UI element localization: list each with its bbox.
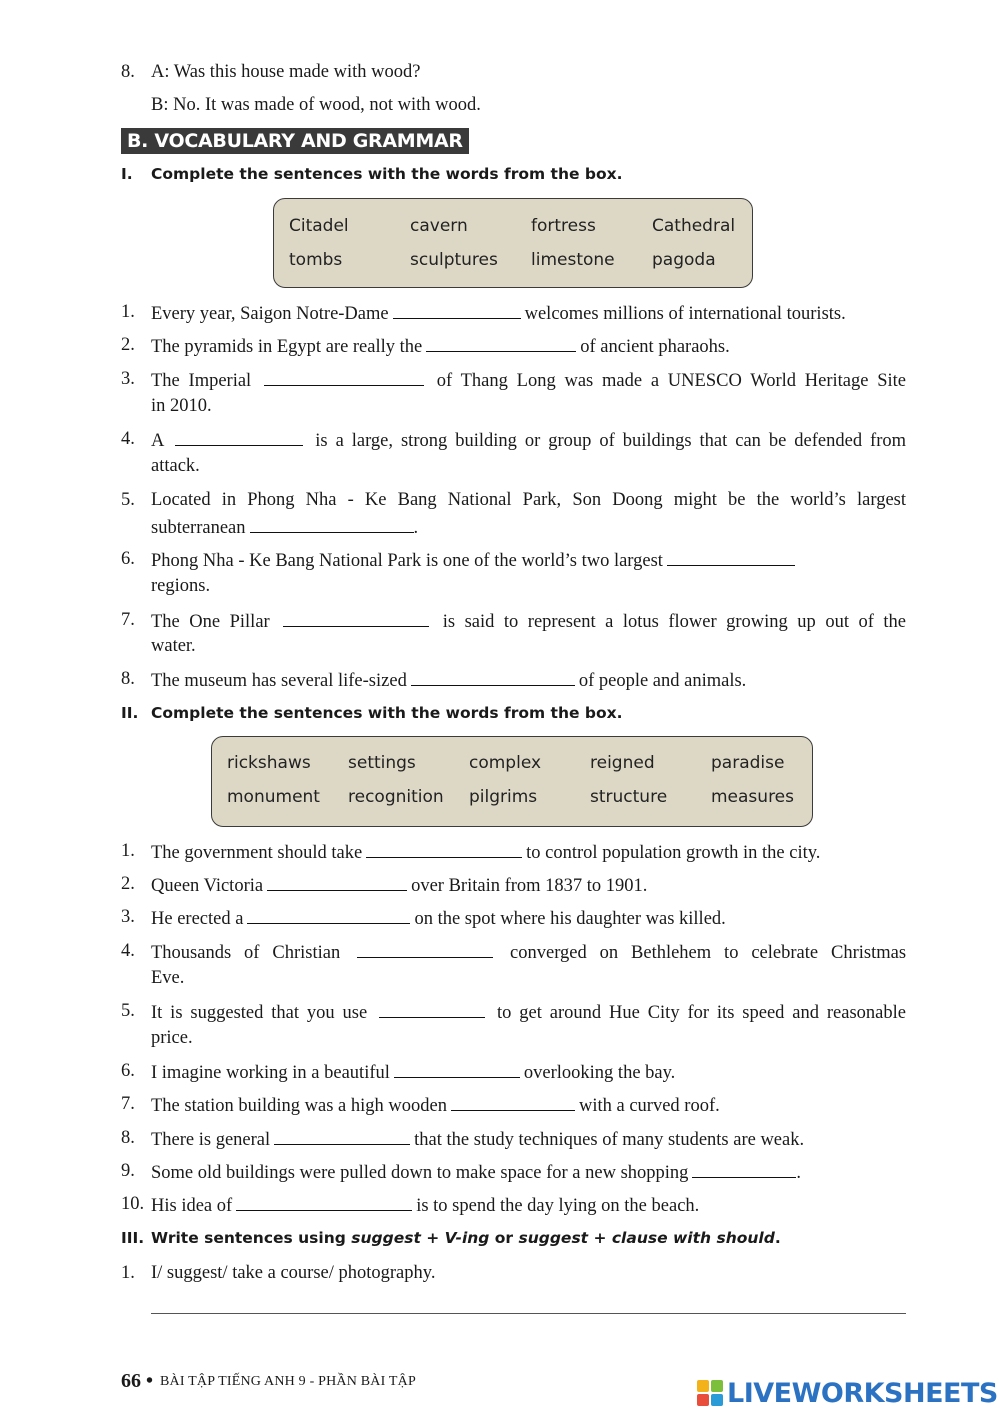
item-number: 2.	[121, 335, 135, 355]
answer-blank[interactable]	[366, 840, 522, 858]
answer-blank[interactable]	[264, 368, 424, 386]
answer-blank[interactable]	[267, 873, 407, 891]
item-number: 3.	[121, 369, 135, 389]
p2-item-3	[151, 906, 726, 930]
sentence-text: .	[413, 518, 419, 538]
word-box-item: fortress	[531, 216, 596, 236]
p1-item-4	[151, 428, 906, 452]
liveworksheets-logo	[697, 1378, 998, 1408]
sentence-text: welcomes millions of international tourists.	[524, 304, 846, 324]
logo-text: LIVEWORKSHEETS	[727, 1377, 998, 1409]
part3-heading	[121, 1229, 781, 1247]
sentence-text: Located in Phong Nha - Ke Bang National Park, Son Doong might be the world’s largest	[151, 490, 906, 510]
sentence-text: The Imperial	[151, 371, 252, 391]
sentence-text: overlooking the bay.	[523, 1063, 676, 1083]
sentence-text: Some old buildings were pulled down to make space for a new shopping	[151, 1163, 689, 1183]
answer-blank[interactable]	[379, 1000, 485, 1018]
item-number: 1.	[121, 302, 135, 322]
word-box-item: settings	[348, 753, 416, 773]
sentence-text: Thousands of Christian	[151, 943, 341, 963]
book-title: BÀI TẬP TIẾNG ANH 9 - PHẦN BÀI TẬP	[160, 1374, 416, 1389]
part2-word-box	[211, 736, 813, 827]
word-box-item: limestone	[531, 250, 615, 270]
item-number: 2.	[121, 874, 135, 894]
answer-blank[interactable]	[692, 1160, 796, 1178]
part3-title-text: .	[774, 1229, 781, 1247]
intro-line-a: A: Was this house made with wood?	[151, 62, 421, 82]
sentence-text: The museum has several life-sized	[151, 671, 407, 691]
part3-title-emphasis: suggest + V-ing	[351, 1229, 490, 1247]
p2-item-8	[151, 1127, 804, 1151]
p3-item-1: I/ suggest/ take a course/ photography.	[151, 1263, 436, 1283]
part1-title: Complete the sentences with the words from the box.	[151, 165, 623, 183]
sentence-text: Every year, Saigon Notre-Dame	[151, 304, 389, 324]
item-number: 1.	[121, 1263, 135, 1283]
item-number: 8.	[121, 1128, 135, 1148]
page-number: 66 •	[121, 1370, 154, 1392]
item-number: 3.	[121, 907, 135, 927]
part1-roman: I.	[121, 165, 133, 183]
p2-item-1	[151, 840, 820, 864]
word-box-item: pagoda	[652, 250, 716, 270]
intro-number: 8.	[121, 62, 135, 82]
p1-item-7	[151, 609, 906, 633]
part2-title: Complete the sentences with the words from the box.	[151, 704, 623, 722]
answer-blank[interactable]	[393, 301, 521, 319]
p2-item-5	[151, 1000, 906, 1024]
item-number: 8.	[121, 669, 135, 689]
item-number: 9.	[121, 1161, 135, 1181]
sentence-text: of ancient pharaohs.	[580, 337, 730, 357]
item-number: 4.	[121, 941, 135, 961]
sentence-text: to get around Hue City for its speed and reasonable	[496, 1003, 906, 1023]
p2-item-9	[151, 1160, 801, 1184]
p1-item-3-cont: in 2010.	[151, 396, 212, 416]
word-box-item: complex	[469, 753, 542, 773]
answer-blank[interactable]	[667, 548, 795, 566]
item-number: 7.	[121, 610, 135, 630]
part1-heading	[121, 165, 623, 183]
word-box-item: recognition	[348, 787, 444, 807]
item-number: 5.	[121, 1001, 135, 1021]
sentence-text: His idea of	[151, 1196, 233, 1216]
item-number: 6.	[121, 549, 135, 569]
word-box-item: tombs	[289, 250, 343, 270]
answer-blank[interactable]	[283, 609, 429, 627]
p1-item-6	[151, 548, 799, 572]
sentence-text: The One Pillar	[151, 612, 270, 632]
sentence-text: is a large, strong building or group of buildings that can be defended from	[315, 431, 907, 451]
answer-blank[interactable]	[247, 906, 410, 924]
answer-blank[interactable]	[250, 515, 414, 533]
p1-item-6-cont: regions.	[151, 576, 211, 596]
sentence-text: The government should take	[151, 843, 363, 863]
sentence-text: He erected a	[151, 909, 244, 929]
item-number: 7.	[121, 1094, 135, 1114]
word-box-item: Cathedral	[652, 216, 736, 236]
sentence-text: on the spot where his daughter was killed.	[414, 909, 726, 929]
logo-tiles-icon	[697, 1380, 723, 1406]
sentence-text: I imagine working in a beautiful	[151, 1063, 390, 1083]
p1-item-4-cont: attack.	[151, 456, 200, 476]
sentence-text: with a curved roof.	[578, 1096, 720, 1116]
answer-blank[interactable]	[451, 1093, 575, 1111]
intro-line-b: B: No. It was made of wood, not with wood.	[151, 95, 481, 115]
item-number: 1.	[121, 841, 135, 861]
p2-item-5-cont: price.	[151, 1028, 193, 1048]
p1-item-2	[151, 334, 730, 358]
answer-blank[interactable]	[274, 1127, 410, 1145]
item-number: 5.	[121, 490, 135, 510]
word-box-item: measures	[711, 787, 794, 807]
answer-blank[interactable]	[411, 668, 575, 686]
sentence-text: of Thang Long was made a UNESCO World Heritage Site	[436, 371, 907, 391]
p1-item-1	[151, 301, 846, 325]
p1-item-5-cont	[151, 515, 418, 539]
sentence-text: There is general	[151, 1130, 271, 1150]
part3-roman: III.	[121, 1229, 145, 1247]
word-box-item: monument	[227, 787, 320, 807]
p2-item-7	[151, 1093, 720, 1117]
item-number: 4.	[121, 429, 135, 449]
p1-item-8	[151, 668, 746, 692]
word-box-item: sculptures	[410, 250, 498, 270]
answer-blank[interactable]	[175, 428, 303, 446]
part2-heading	[121, 704, 623, 722]
part2-roman: II.	[121, 704, 139, 722]
item-number: 6.	[121, 1061, 135, 1081]
answer-blank[interactable]	[394, 1060, 520, 1078]
sentence-text: converged on Bethlehem to celebrate Christmas	[510, 943, 907, 963]
sentence-text: The station building was a high wooden	[151, 1096, 447, 1116]
p2-item-4	[151, 940, 906, 964]
word-box-item: structure	[590, 787, 668, 807]
word-box-item: pilgrims	[469, 787, 538, 807]
p2-item-10	[151, 1193, 699, 1217]
sentence-text: Queen Victoria	[151, 876, 264, 896]
sentence-text: of people and animals.	[578, 671, 747, 691]
word-box-item: Citadel	[289, 216, 349, 236]
answer-blank[interactable]	[426, 334, 576, 352]
p2-item-6	[151, 1060, 675, 1084]
part3-title-text: Write sentences using	[151, 1229, 352, 1247]
p2-item-4-cont: Eve.	[151, 968, 185, 988]
section-title: B. VOCABULARY AND GRAMMAR	[121, 128, 469, 154]
part3-title-emphasis: suggest + clause with should	[518, 1229, 775, 1247]
sentence-text: The pyramids in Egypt are really the	[151, 337, 423, 357]
part1-word-box	[273, 198, 753, 288]
sentence-text: to control population growth in the city.	[526, 843, 821, 863]
p2-item-2	[151, 873, 647, 897]
sentence-text: subterranean	[151, 518, 246, 538]
answer-blank[interactable]	[236, 1193, 412, 1211]
sentence-text: that the study techniques of many students are weak.	[414, 1130, 805, 1150]
sentence-text: is to spend the day lying on the beach.	[416, 1196, 700, 1216]
p1-item-3	[151, 368, 906, 392]
sentence-text: It is suggested that you use	[151, 1003, 368, 1023]
sentence-text: .	[796, 1163, 802, 1183]
answer-line[interactable]	[151, 1313, 906, 1314]
p1-item-7-cont: water.	[151, 636, 196, 656]
sentence-text: is said to represent a lotus flower growing up out of the	[442, 612, 907, 632]
word-box-item: rickshaws	[227, 753, 311, 773]
part3-title-text: or	[489, 1229, 519, 1247]
sentence-text: Phong Nha - Ke Bang National Park is one of the world’s two largest	[151, 551, 663, 571]
sentence-text: A	[151, 431, 164, 451]
item-number: 10.	[121, 1194, 145, 1214]
word-box-item: reigned	[590, 753, 655, 773]
word-box-item: paradise	[711, 753, 785, 773]
p1-item-5	[151, 489, 906, 511]
answer-blank[interactable]	[357, 940, 493, 958]
word-box-item: cavern	[410, 216, 468, 236]
sentence-text: over Britain from 1837 to 1901.	[411, 876, 648, 896]
